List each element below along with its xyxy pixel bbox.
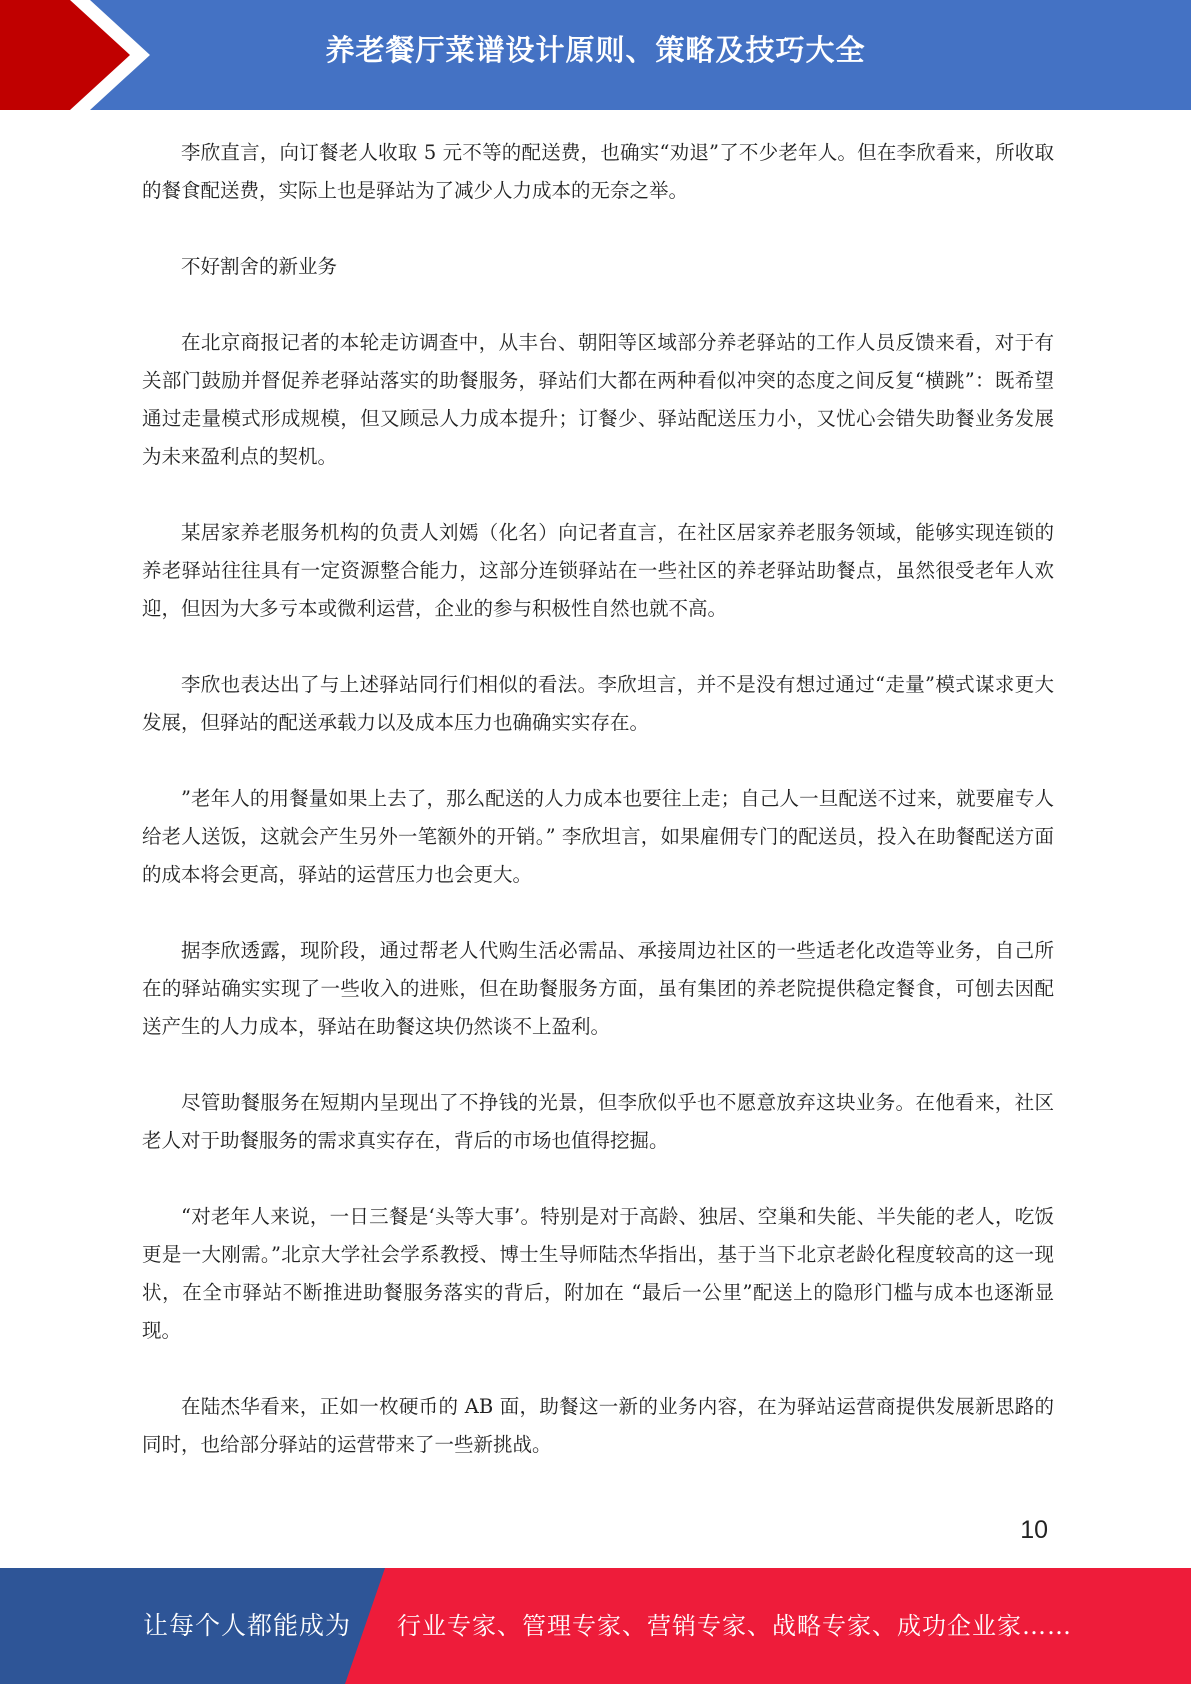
page-title: 养老餐厅菜谱设计原则、策略及技巧大全 (325, 33, 866, 67)
footer-slogan-left: 让每个人都能成为 (143, 1611, 352, 1640)
paragraph: 据李欣透露，现阶段，通过帮老人代购生活必需品、承接周边社区的一些适老化改造等业务，自己所在的驿站确实实现了一些收入的进账，但在助餐服务方面，虽有集团的养老院提供稳定餐食，可刨去因配送产生的人力成本，驿站在助餐这块仍然谈不上盈利。 (142, 939, 1054, 1038)
paragraph: “对老年人来说，一日三餐是‘头等大事’。特别是对于高龄、独居、空巢和失能、半失能的老人，吃饭更是一大刚需。”北京大学社会学系教授、博士生导师陆杰华指出，基于当下北京老龄化程度较高的这一现状，在全市驿站不断推进助餐服务落实的背后，附加在 “最后一公里”配送上的隐形门槛与成本也逐渐显现。 (142, 1205, 1054, 1342)
paragraph: 尽管助餐服务在短期内呈现出了不挣钱的光景，但李欣似乎也不愿意放弃这块业务。在他看来，社区老人对于助餐服务的需求真实存在，背后的市场也值得挖掘。 (142, 1091, 1054, 1152)
section-heading: 不好割舍的新业务 (181, 255, 338, 278)
paragraph: 李欣也表达出了与上述驿站同行们相似的看法。李欣坦言，并不是没有想过通过“走量”模式谋求更大发展，但驿站的配送承载力以及成本压力也确确实实存在。 (142, 673, 1054, 734)
paragraph: 在陆杰华看来，正如一枚硬币的 AB 面，助餐这一新的业务内容，在为驿站运营商提供发展新思路的同时，也给部分驿站的运营带来了一些新挑战。 (142, 1395, 1054, 1456)
paragraph: 某居家养老服务机构的负责人刘嫣（化名）向记者直言，在社区居家养老服务领域，能够实现连锁的养老驿站往往具有一定资源整合能力，这部分连锁驿站在一些社区的养老驿站助餐点，虽然很受老年人欢迎，但因为大多亏本或微利运营，企业的参与积极性自然也就不高。 (142, 521, 1054, 620)
page-number: 10 (1020, 1516, 1048, 1544)
paragraph: 在北京商报记者的本轮走访调查中，从丰台、朝阳等区域部分养老驿站的工作人员反馈来看，对于有关部门鼓励并督促养老驿站落实的助餐服务，驿站们大都在两种看似冲突的态度之间反复“横跳”：既希望通过走量模式形成规模，但又顾忌人力成本提升；订餐少、驿站配送压力小，又忧心会错失助餐业务发展为未来盈利点的契机。 (142, 331, 1054, 468)
page-header (0, 0, 1191, 110)
header-red-arrow (0, 0, 140, 110)
footer-slogan-right: 行业专家、管理专家、营销专家、战略专家、成功企业家…… (397, 1612, 1072, 1640)
article-body (142, 134, 1054, 1502)
paragraph: ”老年人的用餐量如果上去了，那么配送的人力成本也要往上走；自己人一旦配送不过来，就要雇专人给老人送饭，这就会产生另外一笔额外的开销。” 李欣坦言，如果雇佣专门的配送员，投入在助餐配送方面的成本将会更高，驿站的运营压力也会更大。 (142, 787, 1054, 886)
paragraph: 李欣直言，向订餐老人收取 5 元不等的配送费，也确实“劝退”了不少老年人。但在李欣看来，所收取的餐食配送费，实际上也是驿站为了减少人力成本的无奈之举。 (142, 141, 1054, 202)
page-footer (0, 1568, 1191, 1684)
